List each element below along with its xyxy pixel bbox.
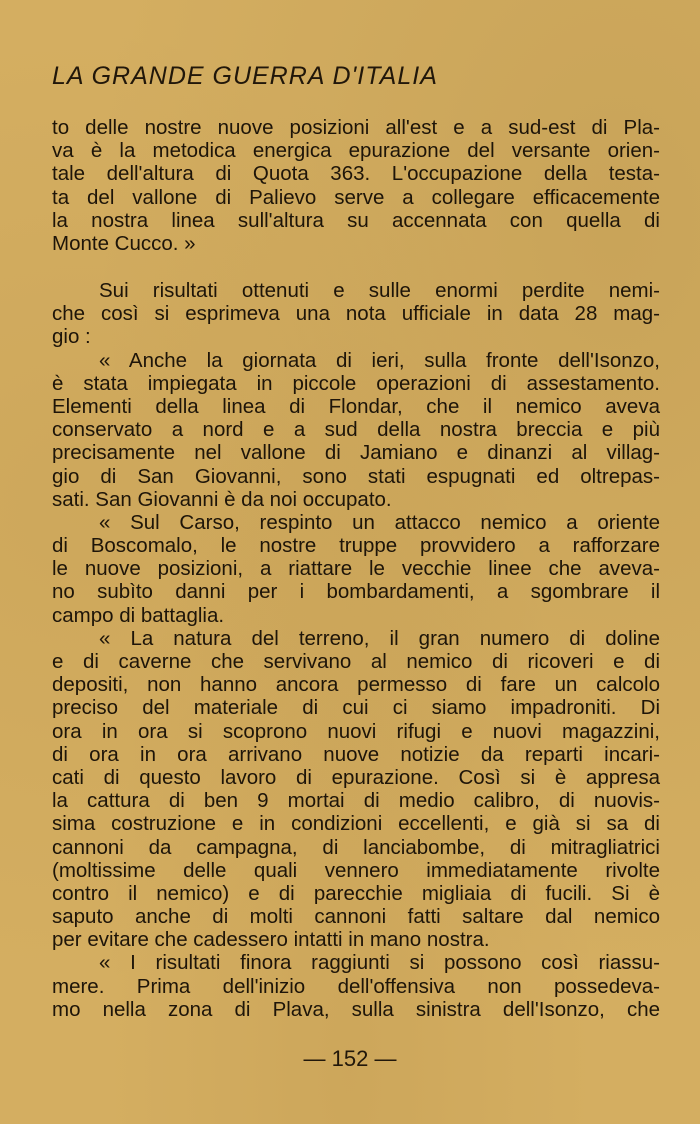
text-line: va è la metodica energica epurazione del versante orien- bbox=[52, 139, 660, 163]
text-line: saputo anche di molti cannoni fatti saltare dal nemico bbox=[52, 905, 660, 929]
text-line: e di caverne che servivano al nemico di ricoveri e di bbox=[52, 650, 660, 673]
text-line: ta del vallone di Palievo serve a collegare efficacemente bbox=[52, 185, 660, 209]
text-line: di Boscomalo, le nostre truppe provvidero a rafforzare bbox=[52, 534, 660, 558]
text-line: « I risultati finora raggiunti si possono così riassu- bbox=[99, 951, 660, 975]
text-line: cannoni da campagna, di lanciabombe, di mitragliatrici bbox=[52, 835, 660, 859]
text-line: le nuove posizioni, a riattare le vecchie linee che aveva- bbox=[52, 557, 660, 581]
text-line: (moltissime delle quali vennero immediatamente rivolte bbox=[52, 858, 660, 882]
text-line: mo nella zona di Plava, sulla sinistra dell'Isonzo, che bbox=[52, 997, 660, 1021]
paragraph-quotation bbox=[52, 279, 660, 1021]
text-line: che così si esprimeva una nota ufficiale in data 28 mag- bbox=[52, 302, 660, 326]
text-line: depositi, non hanno ancora permesso di fare un calcolo bbox=[52, 673, 660, 697]
text-line: to delle nostre nuove posizioni all'est e a sud-est di Pla- bbox=[52, 116, 660, 139]
text-line: di ora in ora arrivano nuove notizie da reparti incari- bbox=[52, 742, 660, 766]
text-line: « Sul Carso, respinto un attacco nemico a oriente bbox=[99, 510, 660, 534]
text-line: sati. San Giovanni è da noi occupato. bbox=[52, 487, 392, 511]
text-line: « La natura del terreno, il gran numero di doline bbox=[99, 626, 660, 650]
text-line: per evitare che cadessero intatti in mano nostra. bbox=[52, 928, 490, 952]
text-line: « Anche la giornata di ieri, sulla fronte dell'Isonzo, bbox=[99, 348, 660, 372]
paragraph-continuation bbox=[52, 116, 660, 255]
text-line: tale dell'altura di Quota 363. L'occupazione della testa- bbox=[52, 162, 660, 186]
text-line: conservato a nord e a sud della nostra breccia e più bbox=[52, 418, 660, 442]
text-line: la cattura di ben 9 mortai di medio calibro, di nuovis- bbox=[52, 789, 660, 813]
text-line: ora in ora si scoprono nuovi rifugi e nuovi magazzini, bbox=[52, 719, 660, 743]
text-line: mere. Prima dell'inizio dell'offensiva non possedeva- bbox=[52, 974, 660, 998]
text-line: gio di San Giovanni, sono stati espugnati ed oltrepas- bbox=[52, 464, 660, 488]
text-line: gio : bbox=[52, 325, 91, 349]
text-line: no subìto danni per i bombardamenti, a sgombrare il bbox=[52, 580, 660, 604]
text-line: contro il nemico) e di parecchie migliaia di fucili. Si è bbox=[52, 881, 660, 905]
text-line: Elementi della linea di Flondar, che il nemico aveva bbox=[52, 394, 660, 418]
text-line: Monte Cucco. » bbox=[52, 231, 196, 255]
text-line: Sui risultati ottenuti e sulle enormi perdite nemi- bbox=[99, 279, 660, 302]
text-line: la nostra linea sull'altura su accennata con quella di bbox=[52, 208, 660, 232]
text-line: campo di battaglia. bbox=[52, 603, 225, 627]
text-line: preciso del materiale di cui ci siamo impadroniti. Di bbox=[52, 696, 660, 720]
page-number: — 152 — bbox=[303, 1046, 397, 1071]
text-line: sima costruzione e in condizioni eccellenti, e già si sa di bbox=[52, 812, 660, 836]
text-line: precisamente nel vallone di Jamiano e dinanzi al villag- bbox=[52, 441, 660, 465]
running-header: LA GRANDE GUERRA D'ITALIA bbox=[52, 62, 438, 90]
text-line: è stata impiegata in piccole operazioni di assestamento. bbox=[52, 371, 660, 395]
text-line: cati di questo lavoro di epurazione. Così si è appresa bbox=[52, 765, 660, 789]
